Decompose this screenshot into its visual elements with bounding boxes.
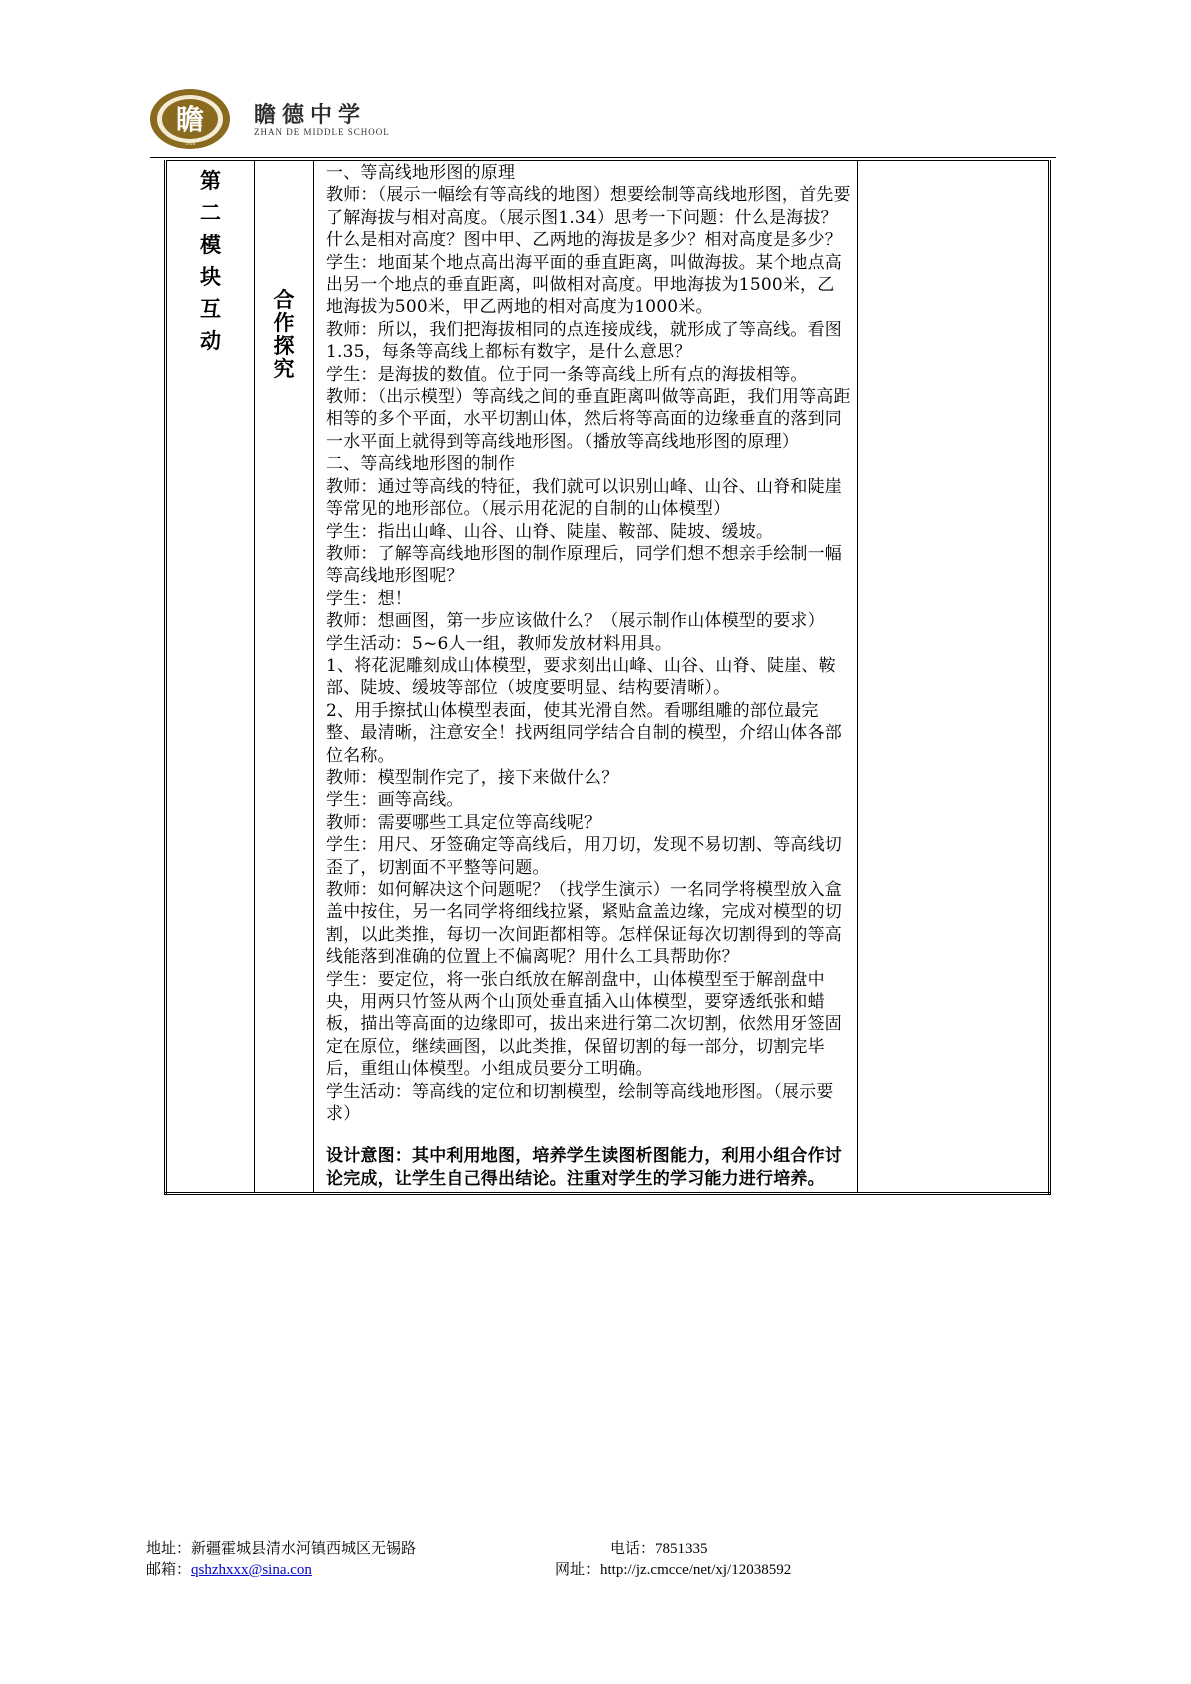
lesson-plan-table	[164, 160, 1051, 1195]
website-label: 网址：	[555, 1562, 601, 1578]
page-header	[0, 0, 1191, 160]
seal-character: 瞻	[175, 103, 205, 136]
notes-cell	[858, 161, 1050, 1194]
content-paragraph: 学生：画等高线。	[326, 790, 464, 811]
school-name: 瞻德中学	[254, 103, 367, 128]
content-gap	[326, 1125, 851, 1145]
content-paragraph: 教师：如何解决这个问题呢？（找学生演示）一名同学将模型放入盒盖中按住，另一名同学将细线拉紧，紧贴盒盖边缘，完成对模型的切割，以此类推，每切一次间距都相等。怎样保证每次切割得到的等高线能落到准确的位置上不偏离呢？用什么工具帮助你？	[326, 880, 842, 968]
email-label: 邮箱：	[146, 1562, 192, 1578]
content-paragraph: 学生活动：等高线的定位和切割模型，绘制等高线地形图。（展示要求）	[326, 1081, 834, 1125]
content-paragraph: 二、等高线地形图的制作	[326, 454, 516, 475]
page-footer	[0, 1540, 1191, 1600]
content-paragraph: 教师：了解等高线地形图的制作原理后，同学们想不想亲手绘制一幅等高线地形图呢？	[326, 543, 842, 587]
content-paragraph: 一、等高线地形图的原理	[326, 163, 516, 183]
content-paragraph: 教师：通过等高线的特征，我们就可以识别山峰、山谷、山脊和陡崖等常见的地形部位。（展示用花泥的自制的山体模型）	[326, 476, 842, 520]
method-label: 合作探究	[273, 288, 295, 381]
footer-address	[146, 1540, 416, 1558]
phone-label: 电话：	[610, 1541, 656, 1557]
table-row	[166, 161, 1050, 1194]
content-paragraph: 教师：想画图，第一步应该做什么？（展示制作山体模型的要求）	[326, 611, 825, 632]
content-paragraph: 教师：（出示模型）等高线之间的垂直距离叫做等高距，我们用等高距相等的多个平面，水平切割山体，然后将等高面的边缘垂直的落到同一水平面上就得到等高线地形图。（播放等高线地形图的原理）	[326, 387, 851, 452]
address-label: 地址：	[146, 1541, 192, 1557]
content-paragraph: 学生：指出山峰、山谷、山脊、陡崖、鞍部、陡坡、缓坡。	[326, 521, 774, 542]
content-paragraph: 教师：模型制作完了，接下来做什么？	[326, 767, 619, 788]
school-name-en: ZHAN DE MIDDLE SCHOOL	[254, 127, 390, 137]
content-paragraph: 学生：地面某个地点高出海平面的垂直距离，叫做海拔。某个地点高出另一个地点的垂直距离，叫做相对高度。甲地海拔为1500米，乙地海拔为500米，甲乙两地的相对高度为1000米。	[326, 252, 842, 318]
content-paragraph: 2、用手擦拭山体模型表面，使其光滑自然。看哪组雕的部位最完整、最清晰，注意安全！找两组同学结合自制的模型，介绍山体各部位名称。	[326, 700, 842, 766]
content-paragraph: 教师：所以，我们把海拔相同的点连接成线，就形成了等高线。看图1.35，每条等高线上都标有数字，是什么意思？	[326, 319, 842, 363]
content-paragraph: 学生活动：5~6人一组，教师发放材料用具。	[326, 633, 673, 654]
design-intent: 设计意图：其中利用地图，培养学生读图析图能力，利用小组合作讨论完成，让学生自己得出结论。注重对学生的学习能力进行培养。	[326, 1146, 842, 1189]
header-divider	[150, 157, 1056, 158]
content-paragraph: 1、将花泥雕刻成山体模型，要求刻出山峰、山谷、山脊、陡崖、鞍部、陡坡、缓坡等部位（坡度要明显、结构要清晰）。	[326, 655, 836, 699]
footer-phone	[610, 1540, 708, 1558]
content-paragraph: 学生：想！	[326, 588, 412, 609]
content-paragraph: 教师：需要哪些工具定位等高线呢？	[326, 812, 602, 833]
module-label: 第二模块互动	[200, 169, 221, 353]
content-body	[326, 162, 851, 1125]
address-value: 新疆霍城县清水河镇西城区无锡路	[191, 1541, 417, 1557]
module-cell	[166, 161, 255, 1194]
footer-website	[555, 1561, 791, 1579]
website-value[interactable]: http://jz.cmcce/net/xj/12038592	[600, 1562, 792, 1578]
school-seal-logo	[148, 87, 232, 151]
content-paragraph: 学生：要定位，将一张白纸放在解剖盘中，山体模型至于解剖盘中央，用两只竹签从两个山顶处垂直插入山体模型，要穿透纸张和蜡板，描出等高面的边缘即可，拔出来进行第二次切割，依然用牙签固定在原位，继续画图，以此类推，保留切割的每一部分，切割完毕后，重组山体模型。小组成员要分工明确。	[326, 969, 842, 1080]
method-cell	[255, 161, 314, 1194]
content-paragraph: 学生：用尺、牙签确定等高线后，用刀切，发现不易切割、等高线切歪了，切割面不平整等问题。	[326, 835, 842, 878]
seal-year: 1916	[184, 141, 196, 146]
content-paragraph: 学生：是海拔的数值。位于同一条等高线上所有点的海拔相等。	[326, 364, 808, 385]
content-paragraph: 教师：（展示一幅绘有等高线的地图）想要绘制等高线地形图，首先要了解海拔与相对高度。（展示图1.34）思考一下问题：什么是海拔？什么是相对高度？图中甲、乙两地的海拔是多少？相对高度是多少？	[326, 185, 851, 251]
content-cell	[314, 161, 858, 1194]
email-link[interactable]: qshzhxxx@sina.con	[191, 1562, 312, 1578]
phone-value: 7851335	[655, 1541, 708, 1557]
footer-email	[146, 1561, 312, 1579]
